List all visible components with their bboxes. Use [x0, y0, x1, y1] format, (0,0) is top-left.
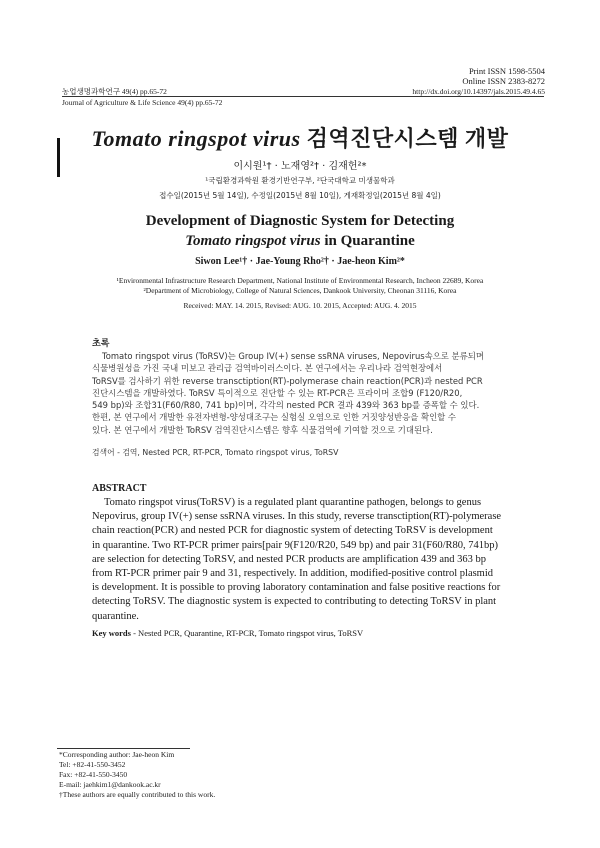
journal-en: Journal of Agriculture & Life Science 49(4) pp.65-72: [62, 98, 223, 107]
online-issn: Online ISSN 2383-8272: [462, 76, 545, 86]
abstract-ko-line: 한편, 본 연구에서 개발한 유전자변형-양성대조구는 실험실 오염으로 인한 거짓양성반응을 확인할 수: [92, 412, 457, 423]
abstract-ko-line: 549 bp)와 조합31(F60/R80, 741 bp)이며, 각각의 nested PCR 결과 439와 363 bp를 증폭할 수 있다.: [92, 400, 480, 411]
affiliation-en-1: ¹Environmental Infrastructure Research Department, National Institute of Environmental Research, Incheon 22689, Korea: [116, 276, 484, 285]
footnote-email[interactable]: E-mail: jaehkim1@dankook.ac.kr: [59, 780, 161, 789]
footnote-corresponding: *Corresponding author: Jae-heon Kim: [59, 750, 175, 759]
abstract-en-line: are selection for detecting ToRSV, and nested PCR products are amplification 439 and 363 bp: [92, 553, 487, 565]
abstract-ko-line: 식물병원성을 가진 국내 미보고 관리급 검역바이러스이다. 본 연구에서는 우리나라 검역현장에서: [92, 363, 443, 374]
title-ko: [0, 122, 600, 153]
footnote-fax: Fax: +82-41-550-3450: [59, 770, 128, 779]
authors-ko: 이시원¹† · 노재영²† · 김재헌²*: [233, 161, 367, 172]
title-en-italic: Tomato ringspot virus: [185, 233, 321, 249]
title-ko-italic: Tomato ringspot virus: [91, 126, 301, 151]
abstract-en-line: in quarantine. Two RT-PCR primer pairs[pair 9(F120/R20, 549 bp) and pair 31(F60/R80, 741bp): [92, 539, 499, 551]
print-issn: Print ISSN 1598-5504: [468, 66, 545, 76]
doi-link[interactable]: http://dx.doi.org/10.14397/jals.2015.49.4.65: [412, 87, 545, 96]
abstract-ko-line: 진단시스템을 개발하였다. ToRSV 특이적으로 진단할 수 있는 RT-PCR은 프라이머 조합9 (F120/R20,: [92, 387, 463, 398]
abstract-ko-body: [92, 350, 511, 436]
keywords-en: [92, 628, 363, 638]
affiliation-ko: ¹국립환경과학원 환경기반연구부, ²단국대학교 미생물학과: [205, 176, 395, 185]
authors-en: Siwon Lee¹† · Jae-Young Rho²† · Jae-heon Kim²*: [195, 256, 405, 267]
title-ko-rest: 검역진단시스템 개발: [300, 126, 509, 151]
footnote-rule: [57, 748, 190, 749]
abstract-ko-heading: 초록: [92, 339, 110, 349]
abstract-en-line: quarantine.: [92, 610, 139, 622]
abstract-ko-line: 있다. 본 연구에서 개발한 ToRSV 검역진단시스템은 향후 식물검역에 기여할 것으로 기대된다.: [92, 424, 433, 435]
title-en-line2: [0, 231, 600, 251]
abstract-ko-line: Tomato ringspot virus (ToRSV)는 Group IV(+) sense ssRNA viruses, Nepovirus속으로 분류되며: [102, 351, 484, 361]
abstract-en-line: detecting ToRSV. The diagnostic system is expected to contributing to detecting ToRSV in plant: [92, 596, 497, 608]
abstract-en-line: Nepovirus, group IV(+) sense ssRNA viruses. In this study, reverse transctiption(RT)-polymerase: [92, 511, 502, 523]
abstract-ko-line: ToRSV를 검사하기 위한 reverse transctiption(RT)-polymerase chain reaction(PCR)과 nested PCR: [92, 375, 483, 386]
header-rule: [62, 96, 544, 97]
footnote-equal-contribution: †These authors are equally contributed to this work.: [59, 790, 216, 799]
abstract-en-line: chain reaction(PCR) and nested PCR for diagnostic system of detecting ToRSV is development: [92, 525, 493, 537]
keywords-en-label: Key words: [92, 628, 131, 638]
title-en-line1: Development of Diagnostic System for Detecting: [145, 213, 455, 229]
dates-en: Received: MAY. 14. 2015, Revised: AUG. 10. 2015, Accepted: AUG. 4. 2015: [183, 301, 417, 310]
abstract-en-heading: ABSTRACT: [92, 483, 147, 494]
title-en-rest: in Quarantine: [320, 233, 415, 249]
affiliation-en-2: ²Department of Microbiology, College of Natural Sciences, Dankook University, Cheonan 31116, Korea: [143, 286, 457, 295]
keywords-en-list: - Nested PCR, Quarantine, RT-PCR, Tomato ringspot virus, ToRSV: [130, 628, 364, 638]
keywords-ko: 검색어 - 검역, Nested PCR, RT-PCR, Tomato ringspot virus, ToRSV: [92, 448, 339, 457]
footnote-tel: Tel: +82-41-550-3452: [59, 760, 126, 769]
abstract-en-line: is development. It is possible to proving laboratory contamination and false positive reactions for: [92, 582, 501, 594]
dates-ko: 접수일(2015년 5월 14일), 수정일(2015년 8월 10일), 게재확정일(2015년 8월 4일): [159, 191, 441, 200]
journal-ko: 농업생명과학연구 49(4) pp.65-72: [62, 87, 167, 96]
abstract-en-body: [92, 496, 511, 624]
abstract-en-line: Tomato ringspot virus(ToRSV) is a regulated plant quarantine pathogen, belongs to genus: [104, 497, 482, 508]
abstract-en-line: from RT-PCR primer pair 9 and 31, respectively. In addition, modified-positive control plasmid: [92, 568, 494, 580]
